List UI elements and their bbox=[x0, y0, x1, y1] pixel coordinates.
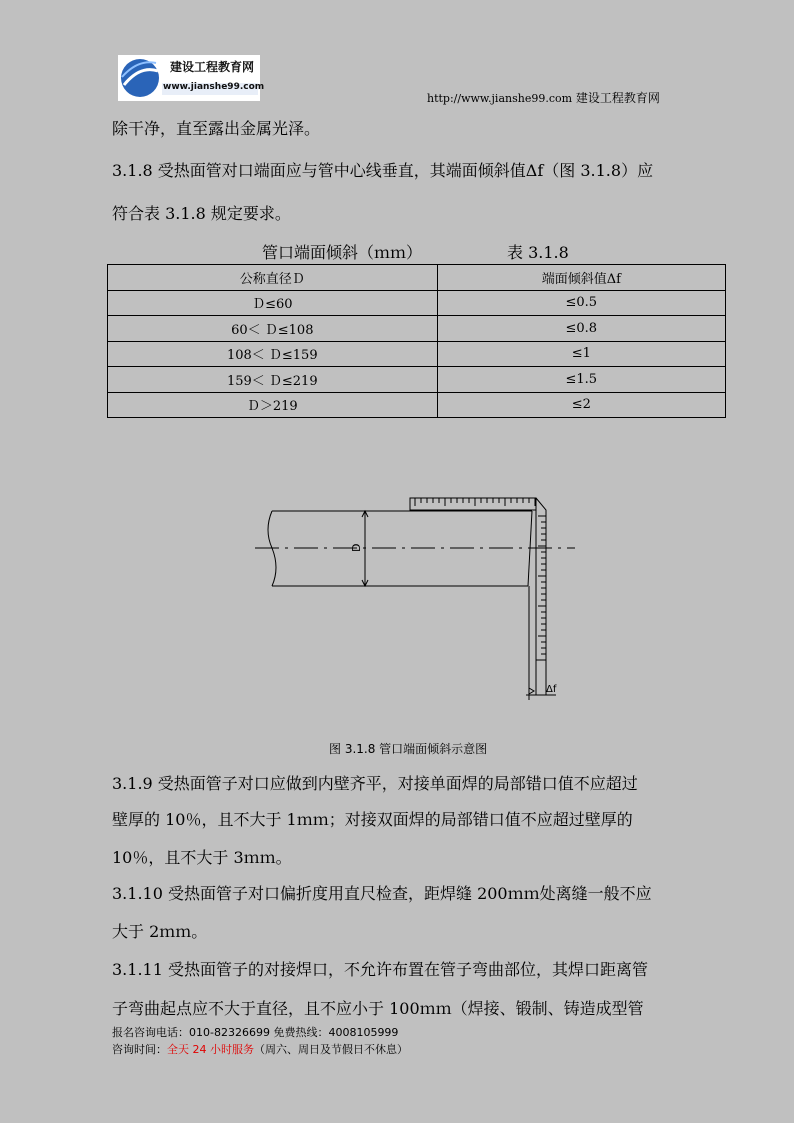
table-cell: 108＜ Ｄ≤159 bbox=[108, 341, 438, 367]
ruler-ticks-horizontal bbox=[415, 498, 535, 506]
table-cell: ≤0.5 bbox=[437, 290, 725, 316]
delta-f-dimension bbox=[529, 586, 534, 700]
paragraph-line: 除干净，直至露出金属光泽。 bbox=[112, 119, 321, 138]
table-row bbox=[108, 341, 726, 367]
table-number: 表 3.1.8 bbox=[507, 243, 569, 262]
header-site-link[interactable] bbox=[427, 89, 660, 106]
table-cell: ≤1 bbox=[437, 341, 725, 367]
table-cell: 60＜ Ｄ≤108 bbox=[108, 316, 438, 342]
paragraph-line: 壁厚的 10％，且不大于 1ｍｍ；对接双面焊的局部错口值不应超过壁厚的 bbox=[112, 810, 633, 829]
table-header-row bbox=[108, 265, 726, 291]
table-cell: Ｄ≤60 bbox=[108, 290, 438, 316]
paragraph-line: 符合表 3.1.8 规定要求。 bbox=[112, 204, 291, 223]
logo-url[interactable]: www.jianshe99.com bbox=[163, 82, 265, 92]
footer-hours-suffix: （周六、周日及节假日不休息） bbox=[254, 1043, 408, 1056]
try-square bbox=[410, 498, 556, 695]
table-cell: ≤2 bbox=[437, 392, 725, 418]
table-caption bbox=[262, 240, 569, 263]
paragraph-line: 3.1.9 受热面管子对口应做到内壁齐平，对接单面焊的局部错口值不应超过 bbox=[112, 774, 638, 793]
table-row bbox=[108, 367, 726, 393]
column-header: 公称直径Ｄ bbox=[108, 265, 438, 291]
delta-f-label: Δf bbox=[546, 684, 557, 695]
pipe-end-figure bbox=[250, 460, 750, 705]
table-cell: ≤1.5 bbox=[437, 367, 725, 393]
paragraph-line: 3.1.10 受热面管子对口偏折度用直尺检查，距焊缝 200ｍｍ处离缝一般不应 bbox=[112, 884, 652, 903]
paragraph-line: 3.1.11 受热面管子的对接焊口，不允许布置在管子弯曲部位，其焊口距离管 bbox=[112, 960, 648, 979]
header-site-name: 建设工程教育网 bbox=[575, 91, 660, 105]
table-row bbox=[108, 392, 726, 418]
table-row bbox=[108, 316, 726, 342]
table-title: 管口端面倾斜（ｍｍ） bbox=[262, 243, 423, 262]
table-cell: ≤0.8 bbox=[437, 316, 725, 342]
diameter-label: D bbox=[350, 543, 363, 552]
column-header: 端面倾斜值Δf bbox=[437, 265, 725, 291]
footer-hours bbox=[112, 1041, 408, 1057]
logo-title: 建设工程教育网 bbox=[170, 60, 255, 74]
footer-hours-highlight: 全天 24 小时服务 bbox=[167, 1043, 254, 1056]
paragraph-line: 大于 2ｍｍ。 bbox=[112, 922, 208, 941]
footer-hours-prefix: 咨询时间： bbox=[112, 1043, 167, 1056]
footer-phone: 报名咨询电话：010-82326699 免费热线：4008105999 bbox=[112, 1026, 399, 1039]
paragraph-line: 10％，且不大于 3ｍｍ。 bbox=[112, 848, 292, 867]
header-url[interactable]: http://www.jianshe99.com bbox=[427, 92, 573, 105]
ruler-ticks-vertical bbox=[538, 516, 546, 654]
table-row bbox=[108, 290, 726, 316]
spec-table bbox=[107, 264, 726, 418]
paragraph-line: 3.1.8 受热面管对口端面应与管中心线垂直，其端面倾斜值Δf（图 3.1.8）应 bbox=[112, 161, 654, 180]
figure-caption: 图 3.1.8 管口端面倾斜示意图 bbox=[329, 742, 488, 756]
paragraph-line: 子弯曲起点应不大于直径，且不应小于 100ｍｍ（焊接、锻制、铸造成型管 bbox=[112, 999, 644, 1018]
table-cell: Ｄ＞219 bbox=[108, 392, 438, 418]
table-cell: 159＜ Ｄ≤219 bbox=[108, 367, 438, 393]
